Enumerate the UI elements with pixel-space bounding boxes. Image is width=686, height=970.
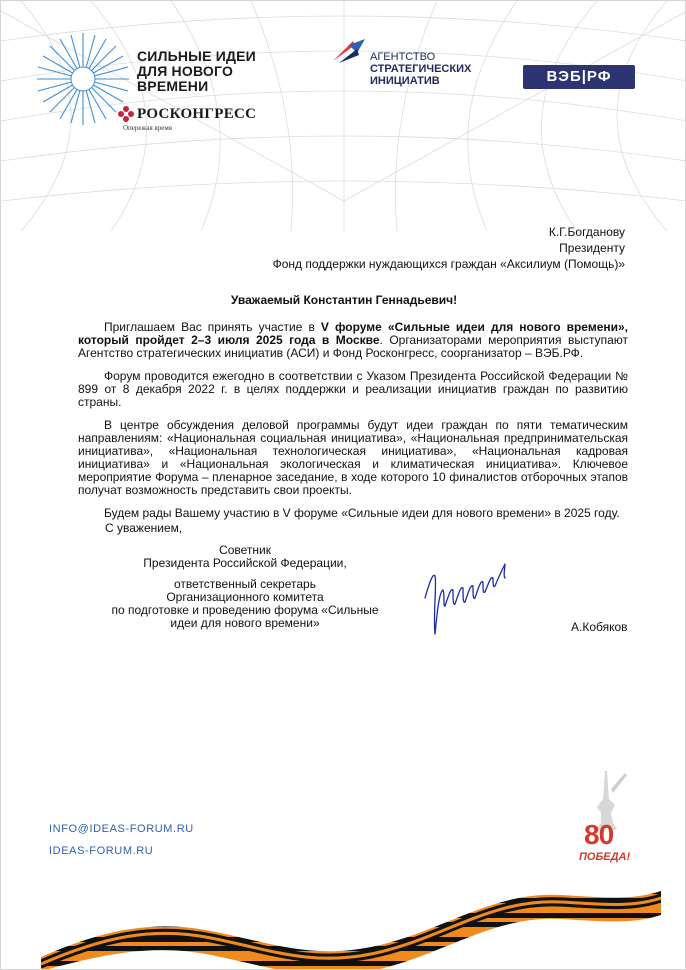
addressee-organization: Фонд поддержки нуждающихся граждан «Аксилиум (Помощь)» [272, 257, 625, 271]
signer-line-6: идеи для нового времени» [170, 616, 320, 630]
addressee-name: К.Г.Богданову [548, 225, 625, 239]
victory-80-number: 80 [584, 819, 614, 850]
contact-email-link[interactable]: INFO@IDEAS-FORUM.RU [49, 823, 194, 835]
roscongress-tagline: Опережая время [123, 124, 172, 132]
paragraph-4: Будем рады Вашему участию в V форуме «Сильные идеи для нового времени» в 2025 году. [104, 506, 620, 520]
addressee-position: Президенту [559, 241, 625, 255]
signer-line-3: ответственный секретарь [174, 577, 316, 591]
signer-name: А.Кобяков [571, 620, 628, 634]
contact-website-link[interactable]: IDEAS-FORUM.RU [49, 845, 154, 857]
contacts-block [49, 818, 194, 862]
asi-line-2: СТРАТЕГИЧЕСКИХ [370, 63, 472, 75]
p1-bold: V форуме «Сильные идеи для нового времени», который пройдет 2–3 июля 2025 года в Москве [78, 320, 628, 347]
brand-line-3: ВРЕМЕНИ [137, 78, 209, 94]
paragraph-2: Форум проводится ежегодно в соответствии с Указом Президента Российской Федерации № 899 от 8 декабря 2022 г. в целях поддержки и реализации инициатив граждан по развитию страны. [78, 369, 628, 409]
letter-body [78, 321, 628, 530]
signer-line-2: Президента Российской Федерации, [143, 556, 347, 570]
handwritten-signature [419, 554, 519, 636]
roscongress-name: РОСКОНГРЕСС [137, 106, 257, 122]
signer-title-block [105, 544, 385, 630]
p1-start: Приглашаем Вас принять участие в [104, 320, 321, 334]
signer-line-1: Советник [219, 543, 271, 557]
forum-brand-title [137, 49, 256, 94]
asi-line-1: АГЕНТСТВО [370, 51, 436, 63]
asi-brand-text [370, 51, 471, 87]
signer-line-4: Организационного комитета [166, 590, 324, 604]
asi-line-3: ИНИЦИАТИВ [370, 75, 440, 87]
asi-arrow-icon [331, 35, 371, 67]
closing-regards: С уважением, [105, 521, 183, 535]
brand-line-1: СИЛЬНЫЕ ИДЕИ [137, 48, 256, 64]
paragraph-3: В центре обсуждения деловой программы будут идеи граждан по пяти тематическим направлениям: «Национальная социальная инициатива», «Национальная предпринимательская инициатива», «Национальная технологическая инициатива», «Национальная кадровая инициатива» и «Национальная экологическая и климатическая инициатива». Ключевое мероприятие Форума – пленарное заседание, в ходе которого 10 финалистов отборочных этапов получат возможность представить свои проекты. [78, 418, 628, 497]
signer-line-5: по подготовке и проведению форума «Сильные [111, 603, 379, 617]
p1-end: . Организаторами мероприятия выступают Агентство стратегических инициатив (АСИ) и Фонд Росконгресс, соорганизатор – ВЭБ.РФ. [78, 333, 628, 360]
st-george-ribbon [41, 861, 661, 970]
victory-word: ПОБЕДА! [579, 851, 631, 863]
veb-logo: ВЭБ|РФ [523, 65, 635, 89]
paragraph-1 [78, 321, 628, 360]
letter-greeting: Уважаемый Константин Геннадьевич! [230, 293, 458, 307]
brand-line-2: ДЛЯ НОВОГО [137, 63, 234, 79]
roscongress-icon [117, 105, 135, 123]
addressee-block [273, 224, 625, 272]
